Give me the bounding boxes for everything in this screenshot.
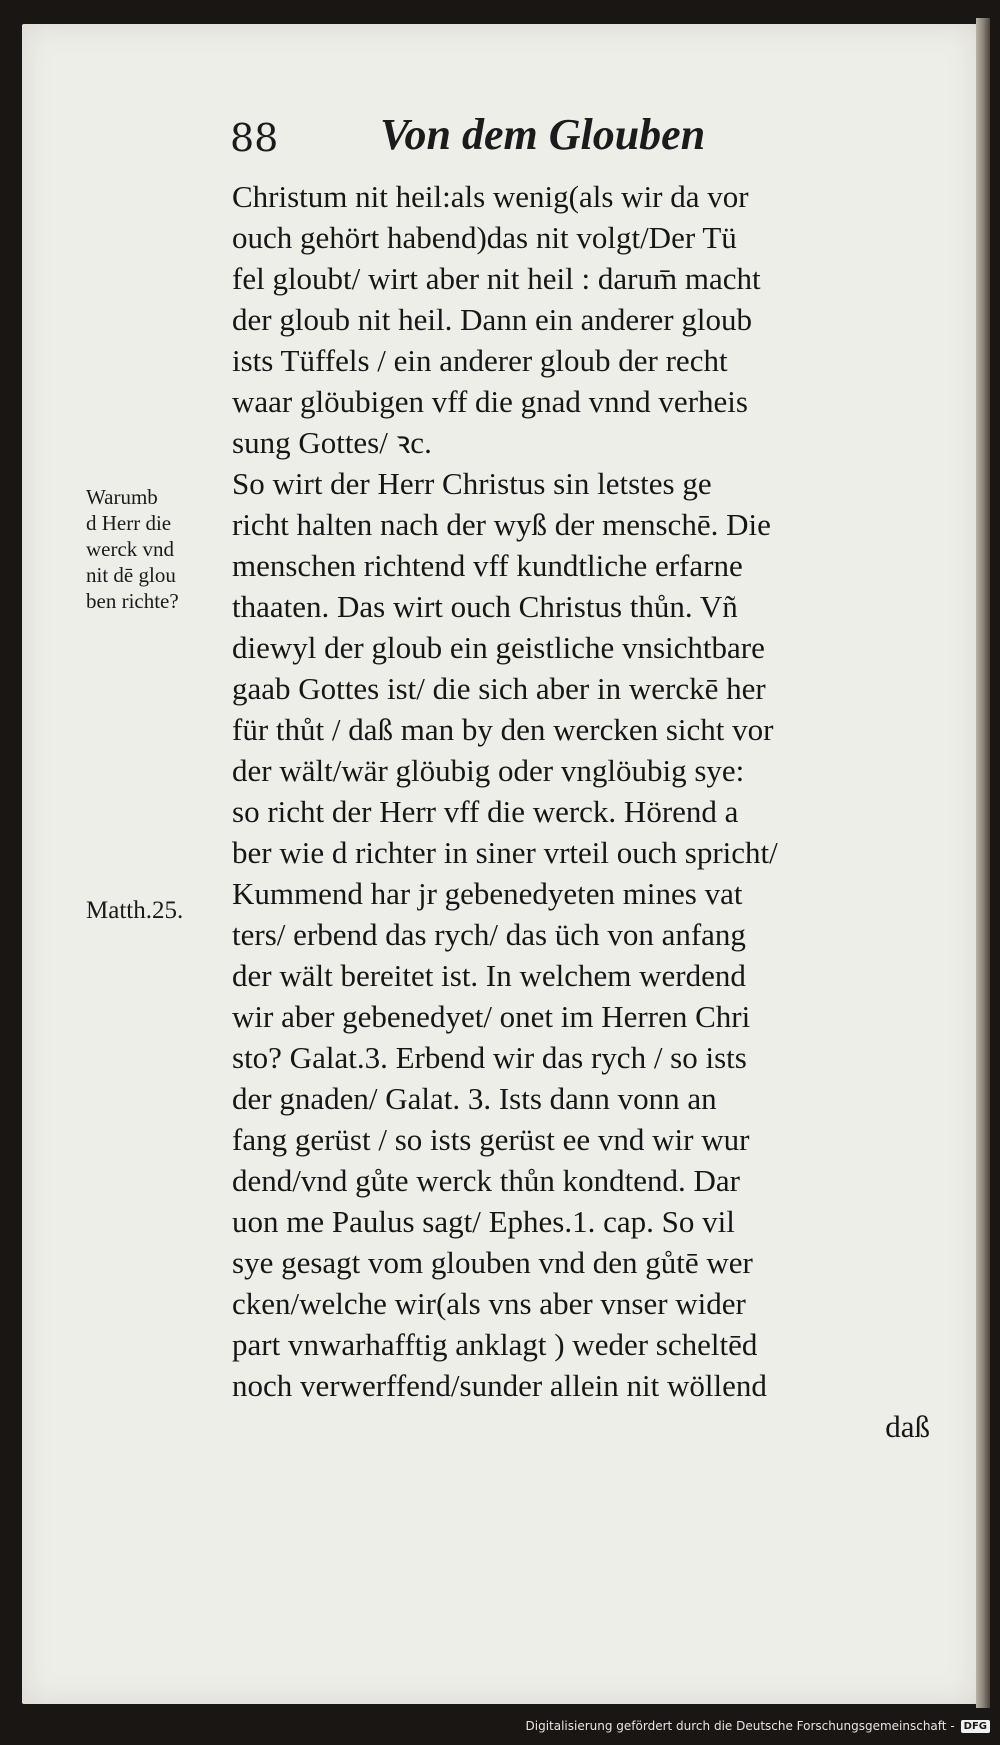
catchword: daß (885, 1409, 930, 1444)
text-line: Kummend har jr gebenedyeten mines vat (232, 876, 743, 911)
margin-note-matthew (86, 896, 231, 926)
text-line: diewyl der gloub ein geistliche vnsichtbare (232, 630, 765, 665)
text-line: ouch gehört habend)das nit volgt/Der Tü (232, 220, 737, 255)
text-line: dend/vnd gůte werck thůn kondtend. Dar (232, 1163, 740, 1198)
margin-note-line: Matth.25. (86, 897, 184, 924)
text-line: part vnwarhafftig anklagt ) weder scheltēd (232, 1327, 758, 1362)
dfg-credit-text: Digitalisierung gefördert durch die Deutsche Forschungsgemeinschaft - (525, 1719, 955, 1733)
text-line: der gnaden/ Galat. 3. Ists dann vonn an (232, 1081, 717, 1116)
text-line: fel gloubt/ wirt aber nit heil : darum̄ macht (232, 261, 761, 296)
margin-note-line: werck vnd (86, 537, 175, 561)
text-line: sye gesagt vom glouben vnd den gůtē wer (232, 1245, 753, 1280)
page-number: 88 (230, 116, 279, 160)
margin-note-line: Warumb (86, 485, 158, 509)
text-line: fang gerüst / so ists gerüst ee vnd wir wur (232, 1122, 750, 1157)
text-line: thaaten. Das wirt ouch Christus thůn. Vñ (232, 589, 738, 624)
text-line: sung Gottes/ ꝛc. (232, 425, 432, 460)
text-line: cken/welche wir(als vns aber vnser wider (232, 1286, 746, 1321)
text-line: wir aber gebenedyet/ onet im Herren Chri (232, 999, 751, 1034)
page-header (230, 112, 820, 162)
text-line: uon me Paulus sagt/ Ephes.1. cap. So vil (232, 1204, 735, 1239)
margin-note-warumb (86, 484, 231, 614)
text-line: menschen richtend vff kundtliche erfarne (232, 548, 743, 583)
text-line: Christum nit heil:als wenig(als wir da vor (232, 179, 749, 214)
text-line: waar glöubigen vff die gnad vnnd verheis (232, 384, 748, 419)
body-text (232, 176, 932, 1447)
text-line: ber wie d richter in siner vrteil ouch spricht/ (232, 835, 778, 870)
text-line: noch verwerffend/sunder allein nit wöllend (232, 1368, 767, 1403)
text-line: der gloub nit heil. Dann ein anderer gloub (232, 302, 752, 337)
page-edge (976, 18, 990, 1708)
margin-note-line: ben richte? (86, 589, 179, 613)
margin-note-line: nit dē glou (86, 563, 176, 587)
text-line: sto? Galat.3. Erbend wir das rych / so ists (232, 1040, 747, 1075)
margin-note-line: d Herr die (86, 511, 172, 535)
text-line: gaab Gottes ist/ die sich aber in werckē her (232, 671, 766, 706)
text-line: ters/ erbend das rych/ das üch von anfang (232, 917, 746, 952)
running-title: Von dem Glouben (380, 110, 706, 159)
digitization-footer (526, 1719, 991, 1733)
text-line: ists Tüffels / ein anderer gloub der recht (232, 343, 728, 378)
text-line: richt halten nach der wyß der menschē. Die (232, 507, 771, 542)
text-line: So wirt der Herr Christus sin letstes ge (232, 466, 712, 501)
text-line: für thůt / daß man by den wercken sicht vor (232, 712, 774, 747)
text-line: der wält bereitet ist. In welchem werdend (232, 958, 746, 993)
text-line: der wält/wär glöubig oder vnglöubig sye: (232, 753, 745, 788)
text-line: so richt der Herr vff die werck. Hörend a (232, 794, 739, 829)
dfg-logo: DFG (961, 1720, 990, 1733)
